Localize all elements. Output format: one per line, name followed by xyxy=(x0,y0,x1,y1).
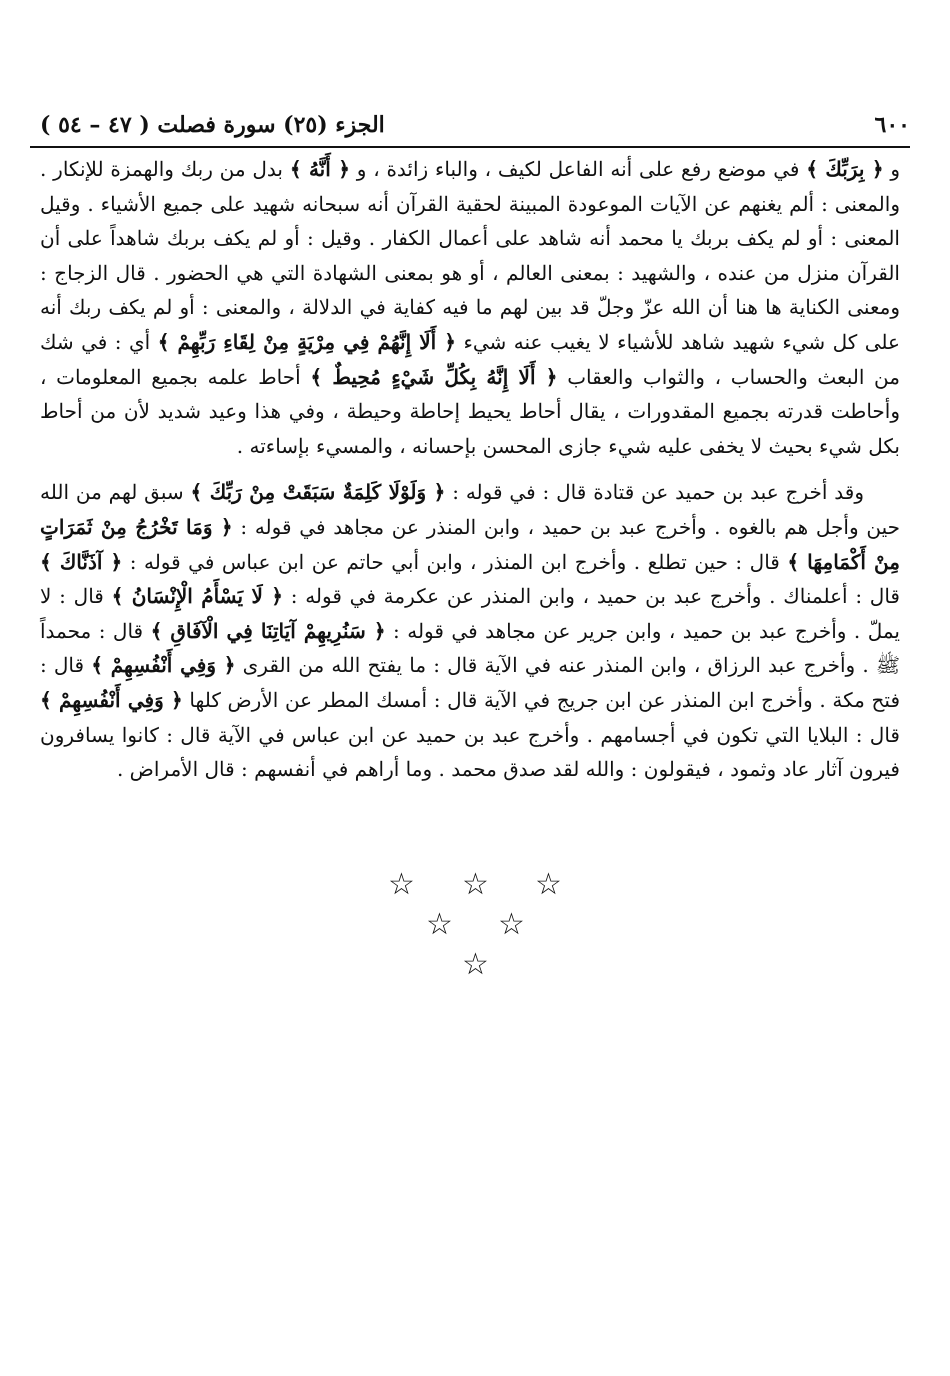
quran-verse: ﴿ سَنُرِيهِمْ آيَاتِنَا فِي الْآفَاقِ ﴾ xyxy=(150,618,386,643)
page-number: ٦٠٠ xyxy=(874,112,910,138)
star-icon: ☆ xyxy=(388,867,415,902)
star-icon: ☆ xyxy=(535,867,562,902)
star-icon: ☆ xyxy=(426,907,453,942)
text-segment: قال : حين تطلع . وأخرج ابن المنذر ، وابن أبي حاتم عن ابن عباس في قوله : xyxy=(122,549,788,574)
quran-verse: ﴿ وَلَوْلَا كَلِمَةٌ سَبَقَتْ مِنْ رَبِّكَ ﴾ xyxy=(190,480,446,505)
text-segment: قال : محمداً ﷺ . وأخرج عبد الرزاق ، وابن المنذر عنه في الآية قال : ما يفتح الله من القرى xyxy=(40,618,901,678)
text-segment: وقد أخرج عبد بن حميد عن قتادة قال : في قوله : xyxy=(445,480,864,505)
star-icon: ☆ xyxy=(462,867,489,902)
text-segment: بدل من ربك والهمزة للإنكار . والمعنى : ألم يغنهم عن الآيات الموعودة المبينة لحقية القرآن أنه سبحانه شهيد على جميع الأشياء . وقيل المعنى : أو لم يكف بربك يا محمد أنه شاهد على أعمال الكفار . وقيل : أو لم يكف بربك شاهداً على أن القرآن منزل من عنده ، والشهيد : بمعنى العالم ، أو هو بمعنى الشهادة التي هي الحضور . قال الزجاج : ومعنى الكناية ها هنا أن الله عزّ وجلّ قد بين لهم ما فيه كفاية في الدلالة ، والمعنى : أو لم يكف ربك أنه على كل شيء شهيد شاهد للأشياء لا يغيب عنه شيء xyxy=(40,157,900,354)
text-segment: سبق لهم من الله حين وأجل هم بالغوه . وأخرج عبد بن حميد ، وابن المنذر عن مجاهد في قوله : xyxy=(40,480,900,539)
text-segment: قال : أعلمناك . وأخرج عبد بن حميد ، وابن المنذر عن عكرمة في قوله : xyxy=(282,584,900,609)
text-segment: أحاط علمه بجميع المعلومات ، وأحاطت قدرته بجميع المقدورات ، يقال أحاط يحيط إحاطة وحيطة ، وفي هذا وعيد شديد لأن من أحاط بكل شيء بحيث لا يخفى عليه شيء جازى المحسن بإحسانه ، والمسيء بإساءته . xyxy=(40,364,900,458)
quran-verse: ﴿ وَفِي أَنْفُسِهِمْ ﴾ xyxy=(40,687,183,712)
quran-verse: ﴿ آذَنَّاكَ ﴾ xyxy=(40,549,123,574)
body-text xyxy=(40,152,900,787)
text-segment: قال : البلايا التي تكون في أجسامهم . وأخرج عبد بن حميد عن ابن عباس في الآية قال : كانوا يسافرون فيرون آثار عاد وثمود ، فيقولون : والله لقد صدق محمد . وما أراهم في أنفسهم : قال الأمراض . xyxy=(40,722,900,782)
quran-verse: ﴿ وَفِي أَنْفُسِهِمْ ﴾ xyxy=(91,653,236,678)
text-segment: قال : فتح مكة . وأخرج ابن المنذر عن ابن جريج في الآية قال : أمسك المطر عن الأرض كلها xyxy=(40,653,901,712)
star-icon: ☆ xyxy=(462,947,489,982)
paragraph-commentary xyxy=(40,152,900,463)
page-header xyxy=(30,104,910,144)
quran-verse: ﴿ بِرَبِّكَ ﴾ xyxy=(806,157,884,181)
header-rule xyxy=(30,146,910,148)
text-segment: قال : لا يملّ . وأخرج عبد بن حميد ، وابن جرير عن مجاهد في قوله : xyxy=(40,584,900,643)
quran-verse: ﴿ وَمَا تَخْرُجُ مِنْ ثَمَرَاتٍ مِنْ أَكْمَامِهَا ﴾ xyxy=(40,514,900,574)
text-segment: أي : في شك من البعث والحساب ، والثواب والعقاب xyxy=(40,329,900,389)
text-segment: في موضع رفع على أنه الفاعل لكيف ، والباء زائدة ، و xyxy=(349,157,807,181)
quran-verse: ﴿ لَا يَسْأَمُ الْإِنْسَانُ ﴾ xyxy=(111,584,283,609)
running-head: الجزء (٢٥) سورة فصلت ( ٤٧ – ٥٤ ) xyxy=(40,112,385,138)
paragraph-narrations xyxy=(40,475,900,786)
quran-verse: ﴿ أَلَا إِنَّهُمْ فِي مِرْيَةٍ مِنْ لِقَاءِ رَبِّهِمْ ﴾ xyxy=(157,329,457,354)
quran-verse: ﴿ أَنَّهُ ﴾ xyxy=(289,157,350,181)
section-end-ornament xyxy=(0,868,950,988)
text-segment: و xyxy=(883,157,901,181)
star-icon: ☆ xyxy=(498,907,525,942)
quran-verse: ﴿ أَلَا إِنَّهُ بِكُلِّ شَيْءٍ مُحِيطٌ ﴾ xyxy=(310,364,558,389)
